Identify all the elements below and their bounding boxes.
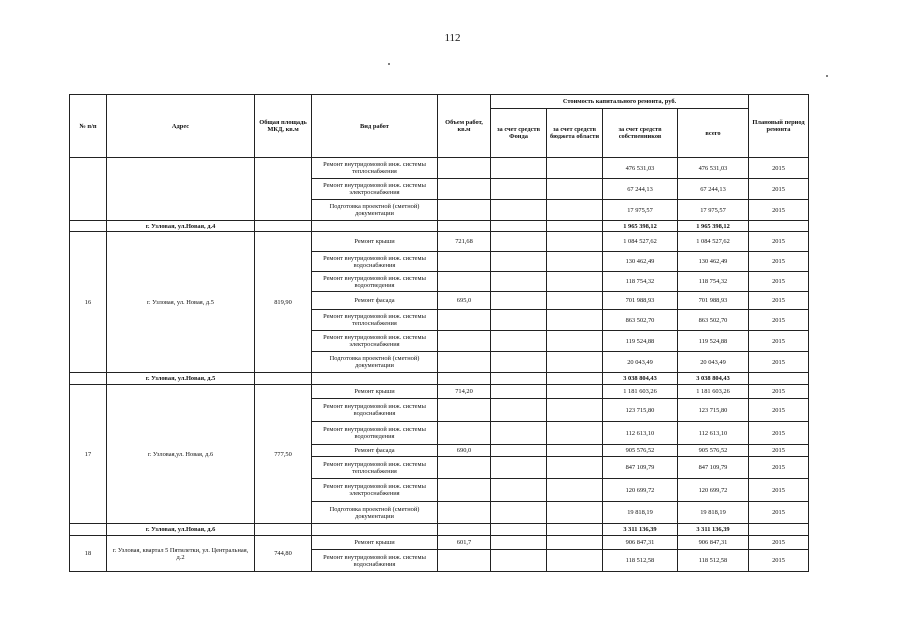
cell-total: 905 576,52 [678, 445, 749, 457]
cell-volume [438, 479, 491, 502]
cell-work: Ремонт фасада [312, 292, 438, 310]
cell-work: Ремонт внутридомовой инж. системы водоснабжения [312, 550, 438, 572]
cell-total: 112 613,10 [678, 422, 749, 445]
cell-budget [547, 457, 603, 479]
cell-volume [438, 272, 491, 292]
header-budget: за счет средств бюджета области [547, 109, 603, 158]
header-owners: за счет средств собственников [603, 109, 678, 158]
header-address: Адрес [107, 95, 255, 158]
cell-address: г. Узловая, ул. Новая, д.5 [107, 232, 255, 373]
cell-owners: 863 502,70 [603, 310, 678, 331]
cell-volume [438, 373, 491, 385]
cell-volume [438, 352, 491, 373]
cell-no [70, 524, 107, 536]
cell-owners: 112 613,10 [603, 422, 678, 445]
cell-area: 819,90 [255, 232, 312, 373]
cell-fund [491, 252, 547, 272]
cell-owners: 118 512,58 [603, 550, 678, 572]
cell-budget [547, 536, 603, 550]
cell-total: 3 311 136,39 [678, 524, 749, 536]
cell-work: Ремонт крыши [312, 385, 438, 399]
cell-period: 2015 [749, 252, 809, 272]
cell-work [312, 221, 438, 232]
cell-budget [547, 310, 603, 331]
cell-volume [438, 550, 491, 572]
table-row [70, 232, 809, 252]
cell-volume [438, 331, 491, 352]
cell-work [312, 524, 438, 536]
cell-budget [547, 292, 603, 310]
cell-total: 701 988,93 [678, 292, 749, 310]
cell-work: Подготовка проектной (сметной) документации [312, 200, 438, 221]
cell-owners: 17 975,57 [603, 200, 678, 221]
subtotal-row [70, 373, 809, 385]
cell-budget [547, 399, 603, 422]
cell-owners: 20 043,49 [603, 352, 678, 373]
cell-volume [438, 252, 491, 272]
cell-area [255, 158, 312, 221]
header-period: Плановый период ремонта [749, 95, 809, 158]
cell-work: Ремонт внутридомовой инж. системы водоснабжения [312, 399, 438, 422]
cell-fund [491, 292, 547, 310]
cell-work: Подготовка проектной (сметной) документации [312, 352, 438, 373]
cell-total: 118 754,32 [678, 272, 749, 292]
cell-owners: 19 818,19 [603, 502, 678, 524]
cell-period: 2015 [749, 536, 809, 550]
cell-fund [491, 221, 547, 232]
cell-fund [491, 502, 547, 524]
cell-fund [491, 331, 547, 352]
subtotal-row [70, 524, 809, 536]
cell-owners: 130 462,49 [603, 252, 678, 272]
cell-total: 67 244,13 [678, 179, 749, 200]
cell-total: 1 084 527,62 [678, 232, 749, 252]
cell-period: 2015 [749, 200, 809, 221]
cell-budget [547, 373, 603, 385]
cell-budget [547, 158, 603, 179]
cell-volume: 714,20 [438, 385, 491, 399]
cell-owners: 906 847,31 [603, 536, 678, 550]
cell-period: 2015 [749, 399, 809, 422]
cell-budget [547, 232, 603, 252]
cell-address: г. Узловая, ул.Новая, д.5 [107, 373, 255, 385]
cell-fund [491, 422, 547, 445]
cell-work: Ремонт внутридомовой инж. системы электроснабжения [312, 179, 438, 200]
cell-fund [491, 445, 547, 457]
cell-volume [438, 524, 491, 536]
cell-total: 19 818,19 [678, 502, 749, 524]
cell-total: 847 109,79 [678, 457, 749, 479]
cell-fund [491, 232, 547, 252]
table-row [70, 158, 809, 179]
cell-no [70, 221, 107, 232]
cell-work: Ремонт внутридомовой инж. системы водоотведения [312, 422, 438, 445]
cell-work: Подготовка проектной (сметной) документации [312, 502, 438, 524]
cell-no [70, 158, 107, 221]
cell-area: 777,50 [255, 385, 312, 524]
cell-volume [438, 200, 491, 221]
cell-owners: 1 084 527,62 [603, 232, 678, 252]
cell-no [70, 373, 107, 385]
cell-fund [491, 200, 547, 221]
cell-work: Ремонт внутридомовой инж. системы водоотведения [312, 272, 438, 292]
cell-total: 1 965 398,12 [678, 221, 749, 232]
cell-period: 2015 [749, 385, 809, 399]
cell-total: 3 038 804,43 [678, 373, 749, 385]
cell-period: 2015 [749, 422, 809, 445]
cell-period: 2015 [749, 232, 809, 252]
table-row [70, 536, 809, 550]
cell-total: 476 531,03 [678, 158, 749, 179]
cell-budget [547, 252, 603, 272]
cell-no: 18 [70, 536, 107, 572]
cell-volume [438, 179, 491, 200]
cell-budget [547, 445, 603, 457]
header-fund: за счет средств Фонда [491, 109, 547, 158]
cell-period: 2015 [749, 292, 809, 310]
cell-volume [438, 158, 491, 179]
cell-budget [547, 200, 603, 221]
cell-owners: 1 965 398,12 [603, 221, 678, 232]
cell-period: 2015 [749, 445, 809, 457]
cell-volume [438, 422, 491, 445]
cell-fund [491, 179, 547, 200]
cell-volume [438, 502, 491, 524]
cell-work: Ремонт внутридомовой инж. системы теплоснабжения [312, 158, 438, 179]
cell-fund [491, 550, 547, 572]
cell-owners: 118 754,32 [603, 272, 678, 292]
cell-period [749, 221, 809, 232]
header-total: всего [678, 109, 749, 158]
cell-total: 1 181 603,26 [678, 385, 749, 399]
cell-budget [547, 524, 603, 536]
cell-fund [491, 536, 547, 550]
cell-area [255, 221, 312, 232]
cell-owners: 847 109,79 [603, 457, 678, 479]
cell-owners: 3 038 804,43 [603, 373, 678, 385]
cell-total: 17 975,57 [678, 200, 749, 221]
cell-work: Ремонт внутридомовой инж. системы водоснабжения [312, 252, 438, 272]
cell-address [107, 158, 255, 221]
cell-volume [438, 221, 491, 232]
cell-work [312, 373, 438, 385]
cell-total: 123 715,80 [678, 399, 749, 422]
cell-period: 2015 [749, 352, 809, 373]
cell-total: 906 847,31 [678, 536, 749, 550]
cell-period: 2015 [749, 158, 809, 179]
repair-cost-table [69, 94, 809, 572]
scan-speck [388, 63, 390, 65]
cell-area: 744,80 [255, 536, 312, 572]
subtotal-row [70, 221, 809, 232]
cell-fund [491, 399, 547, 422]
cell-budget [547, 479, 603, 502]
cell-volume [438, 457, 491, 479]
cell-volume: 690,0 [438, 445, 491, 457]
cell-work: Ремонт крыши [312, 232, 438, 252]
cell-period [749, 373, 809, 385]
cell-total: 120 699,72 [678, 479, 749, 502]
cell-budget [547, 550, 603, 572]
cell-volume: 601,7 [438, 536, 491, 550]
cell-owners: 67 244,13 [603, 179, 678, 200]
cell-budget [547, 272, 603, 292]
scan-speck [826, 75, 828, 77]
cell-owners: 476 531,03 [603, 158, 678, 179]
header-area: Общая площадь МКД, кв.м [255, 95, 312, 158]
cell-budget [547, 385, 603, 399]
cell-no: 16 [70, 232, 107, 373]
cell-period [749, 524, 809, 536]
table-row [70, 385, 809, 399]
cell-owners: 119 524,88 [603, 331, 678, 352]
cell-area [255, 373, 312, 385]
cell-period: 2015 [749, 331, 809, 352]
cell-total: 119 524,88 [678, 331, 749, 352]
cell-total: 118 512,58 [678, 550, 749, 572]
cell-address: г. Узловая, ул.Новая, д.6 [107, 524, 255, 536]
cell-fund [491, 524, 547, 536]
header-volume: Объем работ, кв.м [438, 95, 491, 158]
cell-work: Ремонт крыши [312, 536, 438, 550]
page-number: 112 [444, 32, 461, 44]
cell-address: г. Узловая,ул. Новая, д.6 [107, 385, 255, 524]
cell-work: Ремонт внутридомовой инж. системы электроснабжения [312, 331, 438, 352]
cell-area [255, 524, 312, 536]
cell-owners: 120 699,72 [603, 479, 678, 502]
cell-fund [491, 272, 547, 292]
cell-owners: 905 576,52 [603, 445, 678, 457]
cell-fund [491, 352, 547, 373]
cell-period: 2015 [749, 179, 809, 200]
cell-period: 2015 [749, 272, 809, 292]
cell-owners: 123 715,80 [603, 399, 678, 422]
cell-budget [547, 331, 603, 352]
cell-period: 2015 [749, 550, 809, 572]
cell-period: 2015 [749, 479, 809, 502]
cell-total: 20 043,49 [678, 352, 749, 373]
cell-total: 130 462,49 [678, 252, 749, 272]
cell-volume [438, 310, 491, 331]
cell-budget [547, 502, 603, 524]
cell-work: Ремонт фасада [312, 445, 438, 457]
cell-owners: 3 311 136,39 [603, 524, 678, 536]
cell-owners: 1 181 603,26 [603, 385, 678, 399]
cell-fund [491, 385, 547, 399]
cell-period: 2015 [749, 310, 809, 331]
cell-volume [438, 399, 491, 422]
cell-volume: 695,0 [438, 292, 491, 310]
cell-budget [547, 422, 603, 445]
header-cost: Стоимость капитального ремонта, руб. [491, 95, 749, 109]
cell-no: 17 [70, 385, 107, 524]
header-work: Вид работ [312, 95, 438, 158]
cell-fund [491, 158, 547, 179]
cell-fund [491, 457, 547, 479]
cell-budget [547, 179, 603, 200]
cell-total: 863 502,70 [678, 310, 749, 331]
cell-work: Ремонт внутридомовой инж. системы теплоснабжения [312, 310, 438, 331]
cell-address: г. Узловая, ул.Новая, д.4 [107, 221, 255, 232]
cell-period: 2015 [749, 502, 809, 524]
cell-work: Ремонт внутридомовой инж. системы теплоснабжения [312, 457, 438, 479]
cell-address: г. Узловая, квартал 5 Пятилетки, ул. Центральная, д.2 [107, 536, 255, 572]
cell-volume: 721,68 [438, 232, 491, 252]
cell-work: Ремонт внутридомовой инж. системы электроснабжения [312, 479, 438, 502]
cell-fund [491, 373, 547, 385]
cell-owners: 701 988,93 [603, 292, 678, 310]
cell-budget [547, 352, 603, 373]
cell-fund [491, 310, 547, 331]
cell-budget [547, 221, 603, 232]
cell-period: 2015 [749, 457, 809, 479]
header-no: № п/п [70, 95, 107, 158]
cell-fund [491, 479, 547, 502]
